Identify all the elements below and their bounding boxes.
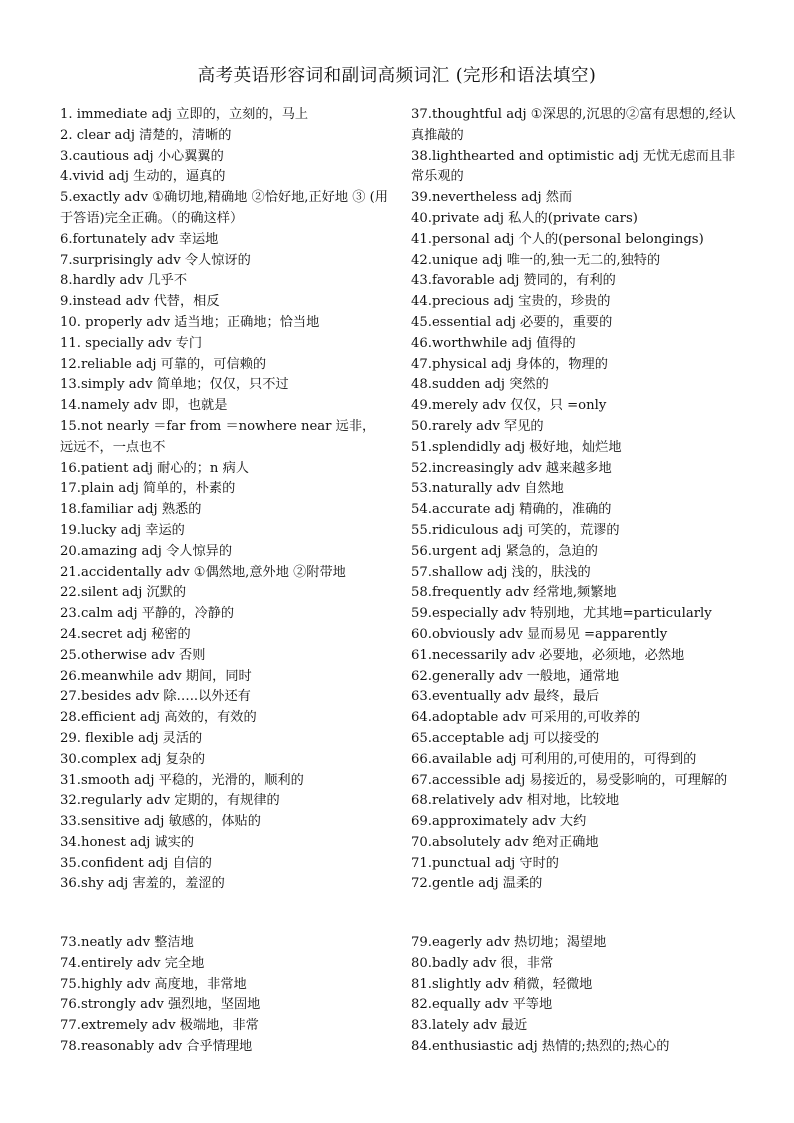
- vocab-entry: 43.favorable adj 赞同的，有利的: [411, 273, 616, 289]
- vocab-entry: 47.physical adj 身体的，物理的: [411, 356, 608, 372]
- vocab-entry: 44.precious adj 宝贵的，珍贵的: [411, 294, 611, 310]
- vocab-entry: 66.available adj 可利用的,可使用的，可得到的: [411, 751, 697, 767]
- vocab-entry: 34.honest adj 诚实的: [60, 834, 195, 850]
- vocab-entry: 45.essential adj 必要的，重要的: [411, 314, 613, 330]
- vocab-entry: 7.surprisingly adv 令人惊讶的: [60, 252, 251, 268]
- vocab-entry: 4.vivid adj 生动的，逼真的: [60, 169, 226, 185]
- vocab-list-bottom-left: [60, 933, 388, 1058]
- vocab-entry: 74.entirely adv 完全地: [60, 955, 205, 971]
- vocab-entry: 14.namely adv 即，也就是: [60, 398, 228, 414]
- vocab-entry: 19.lucky adj 幸运的: [60, 522, 185, 538]
- vocab-entry: 33.sensitive adj 敏感的，体贴的: [60, 814, 261, 830]
- vocab-entry: 3.cautious adj 小心翼翼的: [60, 148, 224, 164]
- vocab-entry: 31.smooth adj 平稳的，光滑的，顺利的: [60, 772, 304, 788]
- vocab-entry: 68.relatively adv 相对地，比较地: [411, 793, 620, 809]
- vocab-entry: 9.instead adv 代替，相反: [60, 294, 220, 310]
- vocab-entry: 26.meanwhile adv 期间，同时: [60, 668, 252, 684]
- vocab-entry: 32.regularly adv 定期的，有规律的: [60, 793, 280, 809]
- vocab-entry: 57.shallow adj 浅的，肤浅的: [411, 564, 591, 580]
- vocab-entry: 63.eventually adv 最终，最后: [411, 689, 600, 705]
- vocab-list-top-left: [60, 105, 388, 895]
- vocab-entry: 38.lighthearted and optimistic adj 无忧无虑而且非常乐观的: [411, 148, 736, 185]
- vocab-entry: 1. immediate adj 立即的，立刻的，马上: [60, 107, 309, 122]
- vocab-entry: 58.frequently adv 经常地,频繁地: [411, 585, 617, 601]
- vocab-entry: 36.shy adj 害羞的，羞涩的: [60, 876, 225, 892]
- vocab-entry: 29. flexible adj 灵活的: [60, 730, 203, 746]
- vocab-entry: 53.naturally adv 自然地: [411, 481, 564, 497]
- vocab-entry: 84.enthusiastic adj 热情的;热烈的;热心的: [411, 1038, 670, 1054]
- vocab-entry: 78.reasonably adv 合乎情理地: [60, 1038, 253, 1054]
- vocab-list-bottom-right: [411, 933, 737, 1058]
- vocab-entry: 65.acceptable adj 可以接受的: [411, 730, 600, 746]
- vocab-entry: 27.besides adv 除…..以外还有: [60, 689, 251, 705]
- vocab-entry: 40.private adj 私人的(private cars): [411, 210, 638, 226]
- vocab-entry: 10. properly adv 适当地；正确地；恰当地: [60, 314, 320, 330]
- vocab-entry: 77.extremely adv 极端地，非常: [60, 1018, 259, 1034]
- vocab-entry: 24.secret adj 秘密的: [60, 626, 191, 642]
- vocab-entry: 75.highly adv 高度地，非常地: [60, 976, 247, 992]
- vocab-entry: 15.not nearly ＝far from ＝nowhere near 远非，远远不，一点也不: [60, 418, 376, 455]
- vocab-entry: 76.strongly adv 强烈地，坚固地: [60, 997, 261, 1013]
- vocab-entry: 67.accessible adj 易接近的，易受影响的，可理解的: [411, 772, 728, 788]
- vocab-entry: 39.nevertheless adj 然而: [411, 190, 573, 206]
- vocab-entry: 5.exactly adv ①确切地,精确地 ②恰好地,正好地 ③ (用于答语)完全正确。（的确这样）: [60, 190, 388, 226]
- vocab-entry: 20.amazing adj 令人惊异的: [60, 543, 233, 559]
- vocab-entry: 55.ridiculous adj 可笑的，荒谬的: [411, 522, 620, 538]
- vocab-entry: 50.rarely adv 罕见的: [411, 418, 544, 434]
- vocab-entry: 12.reliable adj 可靠的，可信赖的: [60, 356, 267, 372]
- vocab-entry: 80.badly adv 很，非常: [411, 955, 554, 971]
- page-title: 高考英语形容词和副词高频词汇 (完形和语法填空): [197, 66, 597, 86]
- vocab-entry: 60.obviously adv 显而易见 =apparently: [411, 626, 668, 642]
- vocab-entry: 69.approximately adv 大约: [411, 814, 587, 830]
- vocab-entry: 49.merely adv 仅仅，只 =only: [411, 398, 607, 414]
- vocab-entry: 71.punctual adj 守时的: [411, 855, 559, 871]
- vocab-entry: 82.equally adv 平等地: [411, 997, 553, 1013]
- vocab-entry: 16.patient adj 耐心的；n 病人: [60, 460, 249, 476]
- vocab-entry: 25.otherwise adv 否则: [60, 647, 206, 663]
- vocab-entry: 70.absolutely adv 绝对正确地: [411, 834, 599, 850]
- vocab-entry: 28.efficient adj 高效的，有效的: [60, 710, 257, 726]
- vocab-entry: 46.worthwhile adj 值得的: [411, 335, 576, 351]
- vocab-entry: 48.sudden adj 突然的: [411, 377, 549, 393]
- vocab-list-top-right: [411, 105, 737, 895]
- vocab-entry: 11. specially adv 专门: [60, 335, 203, 351]
- vocab-entry: 13.simply adv 简单地；仅仅，只不过: [60, 377, 289, 393]
- vocab-entry: 73.neatly adv 整洁地: [60, 935, 194, 950]
- vocab-entry: 42.unique adj 唯一的,独一无二的,独特的: [411, 252, 661, 268]
- vocab-entry: 51.splendidly adj 极好地，灿烂地: [411, 439, 622, 455]
- vocab-entry: 81.slightly adv 稍微，轻微地: [411, 976, 593, 992]
- vocab-entry: 61.necessarily adv 必要地，必须地，必然地: [411, 647, 685, 663]
- vocab-entry: 52.increasingly adv 越来越多地: [411, 460, 612, 476]
- vocab-entry: 35.confident adj 自信的: [60, 855, 212, 871]
- vocab-entry: 23.calm adj 平静的，冷静的: [60, 606, 235, 622]
- vocab-entry: 83.lately adv 最近: [411, 1018, 528, 1034]
- vocab-entry: 22.silent adj 沉默的: [60, 585, 187, 601]
- vocab-entry: 2. clear adj 清楚的，清晰的: [60, 127, 232, 143]
- vocab-entry: 17.plain adj 简单的，朴素的: [60, 481, 236, 497]
- vocab-entry: 72.gentle adj 温柔的: [411, 876, 543, 892]
- vocab-entry: 54.accurate adj 精确的，准确的: [411, 502, 612, 518]
- vocab-entry: 64.adoptable adv 可采用的,可收养的: [411, 710, 641, 726]
- vocab-entry: 56.urgent adj 紧急的，急迫的: [411, 543, 598, 559]
- vocab-entry: 30.complex adj 复杂的: [60, 751, 206, 767]
- vocab-entry: 18.familiar adj 熟悉的: [60, 502, 202, 518]
- vocab-entry: 37.thoughtful adj ①深思的,沉思的②富有思想的,经认真推敲的: [411, 107, 736, 143]
- vocab-entry: 79.eagerly adv 热切地；渴望地: [411, 935, 607, 950]
- vocab-entry: 41.personal adj 个人的(personal belongings): [411, 231, 704, 247]
- vocab-entry: 8.hardly adv 几乎不: [60, 273, 188, 289]
- vocab-entry: 6.fortunately adv 幸运地: [60, 231, 219, 247]
- vocab-entry: 59.especially adv 特别地，尤其地=particularly: [411, 606, 712, 622]
- vocab-entry: 21.accidentally adv ①偶然地,意外地 ②附带地: [60, 564, 346, 580]
- vocab-entry: 62.generally adv 一般地，通常地: [411, 668, 620, 684]
